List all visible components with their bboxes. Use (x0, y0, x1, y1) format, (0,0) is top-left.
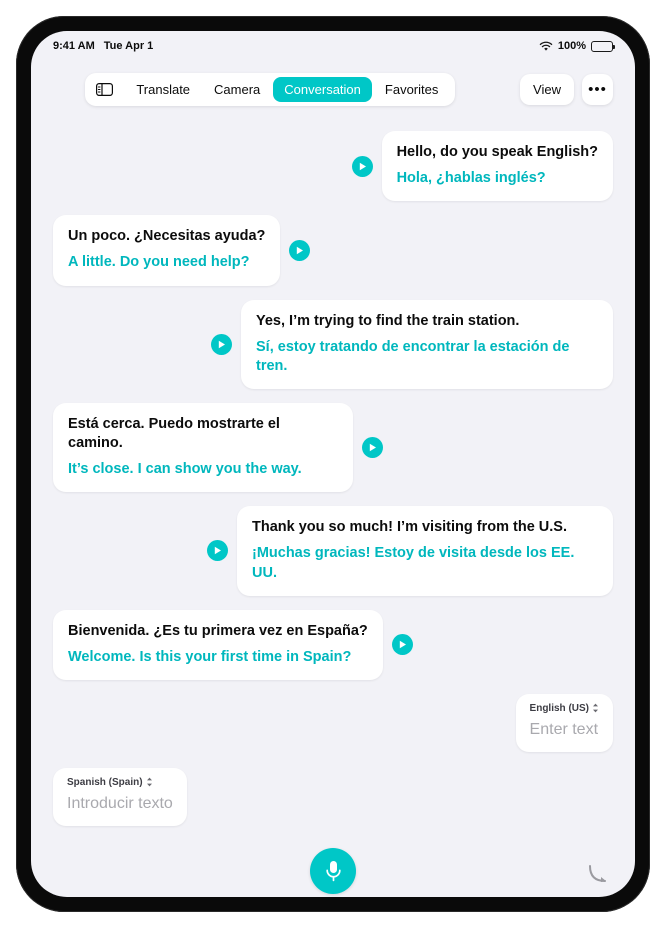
message-bubble[interactable] (53, 215, 280, 285)
message-bubble[interactable] (241, 300, 613, 389)
spanish-language-selector[interactable] (67, 777, 173, 789)
spanish-input-card[interactable] (53, 768, 187, 826)
english-input-row (53, 694, 613, 752)
message-row (53, 403, 613, 492)
message-row (53, 506, 613, 595)
spanish-language-label: Spanish (Spain) (67, 777, 143, 789)
message-bubble[interactable] (382, 131, 613, 201)
tab-camera[interactable]: Camera (214, 81, 261, 97)
message-source-text: Está cerca. Puedo mostrarte el camino. (68, 415, 280, 451)
message-translated-text: ¡Muchas gracias! Estoy de visita desde los EE. UU. (252, 545, 575, 581)
spanish-input-row (53, 768, 613, 826)
message-translated-text: Sí, estoy tratando de encontrar la estación de tren. (256, 338, 570, 374)
battery-icon (591, 41, 613, 52)
status-bar-right (539, 40, 613, 52)
home-corner-indicator (589, 865, 611, 883)
play-icon[interactable] (211, 334, 232, 355)
tab-translate[interactable]: Translate (136, 81, 191, 97)
status-time: 9:41 AM (53, 40, 95, 52)
status-date: Tue Apr 1 (103, 40, 154, 52)
play-icon[interactable] (289, 240, 310, 261)
message-row (53, 215, 613, 285)
tablet-device-frame (16, 16, 650, 912)
view-button[interactable]: View (520, 74, 574, 105)
toolbar (31, 69, 635, 109)
english-language-selector[interactable] (530, 703, 599, 715)
tab-favorites[interactable]: Favorites (384, 81, 439, 97)
sidebar-toggle-icon[interactable] (91, 76, 117, 102)
wifi-icon (539, 41, 553, 52)
status-bar (31, 31, 635, 61)
message-source-text: Thank you so much! I’m visiting from the U.S. (252, 519, 568, 536)
message-translated-text: Hola, ¿hablas inglés? (396, 170, 546, 187)
message-source-text: Yes, I’m trying to find the train station. (256, 312, 520, 329)
english-input-card[interactable] (516, 694, 613, 752)
play-icon[interactable] (392, 634, 413, 655)
spanish-text-input[interactable]: Introducir texto (67, 794, 173, 812)
message-bubble[interactable] (53, 610, 383, 680)
message-translated-text: A little. Do you need help? (68, 254, 250, 271)
screen (31, 31, 635, 897)
microphone-icon[interactable] (310, 848, 356, 894)
chevron-updown-icon (592, 703, 599, 715)
message-source-text: Un poco. ¿Necesitas ayuda? (68, 228, 266, 245)
chevron-updown-icon (146, 777, 153, 789)
tab-conversation[interactable]: Conversation (273, 77, 372, 102)
play-icon[interactable] (207, 540, 228, 561)
play-icon[interactable] (352, 156, 373, 177)
message-row (53, 610, 613, 680)
more-options-button[interactable]: ••• (582, 74, 613, 105)
message-row (53, 131, 613, 201)
message-source-text: Bienvenida. ¿Es tu primera vez en España? (68, 622, 368, 639)
english-language-label: English (US) (529, 703, 589, 715)
message-translated-text: Welcome. Is this your first time in Spain? (68, 648, 352, 665)
message-source-text: Hello, do you speak English? (396, 144, 598, 160)
status-bar-left (53, 40, 153, 52)
battery-percent: 100% (557, 40, 586, 52)
mode-segmented-control[interactable] (85, 73, 455, 106)
conversation-list (31, 121, 635, 897)
play-icon[interactable] (362, 437, 383, 458)
message-translated-text: It’s close. I can show you the way. (68, 461, 302, 478)
message-row (53, 300, 613, 389)
english-text-input[interactable]: Enter text (529, 720, 599, 738)
mic-button-row (53, 848, 613, 894)
message-bubble[interactable] (53, 403, 353, 492)
message-bubble[interactable] (237, 506, 613, 595)
